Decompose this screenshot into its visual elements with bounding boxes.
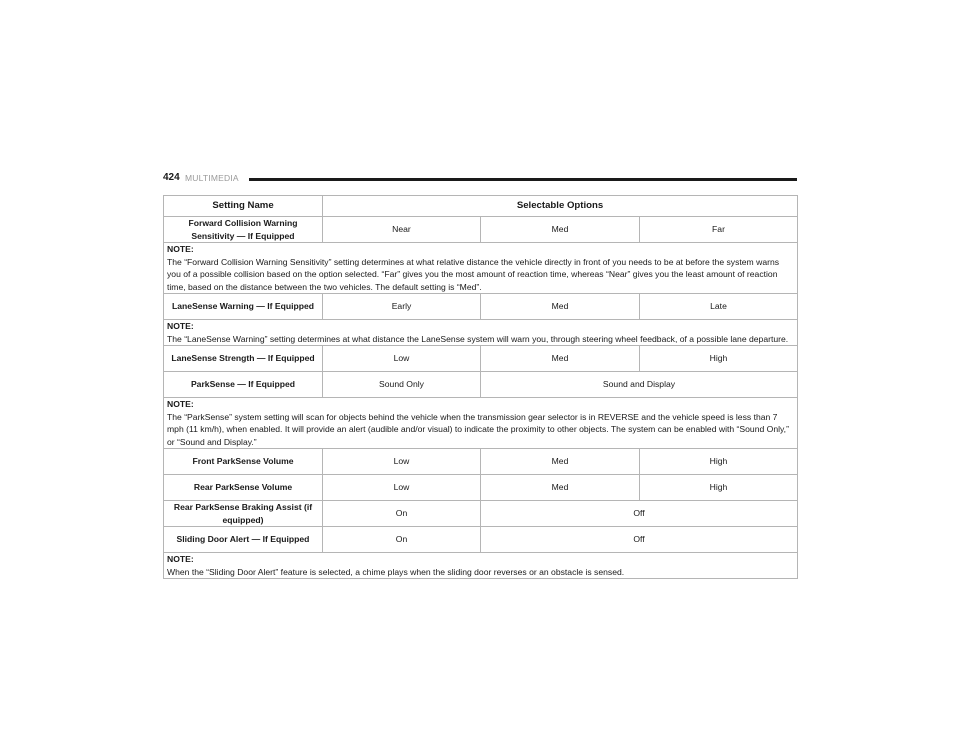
table-row xyxy=(164,449,798,475)
option-cell: Med xyxy=(481,294,640,320)
option-cell: Sound and Display xyxy=(481,372,798,398)
option-cell: Off xyxy=(481,501,798,527)
note-row xyxy=(164,243,798,294)
option-cell: Med xyxy=(481,449,640,475)
table-row xyxy=(164,527,798,553)
note-cell xyxy=(164,398,798,449)
section-title: MULTIMEDIA xyxy=(185,173,239,183)
option-cell: Early xyxy=(323,294,481,320)
option-cell: On xyxy=(323,501,481,527)
note-row xyxy=(164,398,798,449)
option-cell: Low xyxy=(323,346,481,372)
setting-name: Forward Collision Warning Sensitivity — If Equipped xyxy=(164,217,323,243)
note-text: The “ParkSense” system setting will scan for objects behind the vehicle when the transmission gear selector is in REVERSE and the vehicle speed is less than 7 mph (11 km/h), when enabled. It will provide an alert (audible and/or visual) to indicate the proximity to other objects. The system can be enabled with “Sound Only,” or “Sound and Display.” xyxy=(167,411,789,447)
table-row xyxy=(164,501,798,527)
note-cell xyxy=(164,553,798,579)
option-cell: Late xyxy=(640,294,798,320)
option-cell: Near xyxy=(323,217,481,243)
option-cell: High xyxy=(640,346,798,372)
table-row xyxy=(164,346,798,372)
table-row xyxy=(164,475,798,501)
note-text: The “LaneSense Warning” setting determines at what distance the LaneSense system will warn you, through steering wheel feedback, of a possible lane departure. xyxy=(167,333,789,344)
table-row xyxy=(164,372,798,398)
settings-table xyxy=(163,195,798,579)
page-number: 424 xyxy=(163,172,180,183)
note-row xyxy=(164,553,798,579)
option-cell: Med xyxy=(481,475,640,501)
table-row xyxy=(164,294,798,320)
option-cell: Sound Only xyxy=(323,372,481,398)
note-label: NOTE: xyxy=(167,399,194,409)
column-header-selectable-options: Selectable Options xyxy=(323,196,798,217)
option-cell: On xyxy=(323,527,481,553)
header-rule xyxy=(249,178,797,181)
note-label: NOTE: xyxy=(167,321,194,331)
setting-name: Rear ParkSense Volume xyxy=(164,475,323,501)
option-cell: Far xyxy=(640,217,798,243)
option-cell: Low xyxy=(323,449,481,475)
setting-name: Front ParkSense Volume xyxy=(164,449,323,475)
table-header-row xyxy=(164,196,798,217)
page-header xyxy=(163,172,797,186)
note-text: When the “Sliding Door Alert” feature is selected, a chime plays when the sliding door reverses or an obstacle is sensed. xyxy=(167,566,625,577)
table-row xyxy=(164,217,798,243)
setting-name: LaneSense Strength — If Equipped xyxy=(164,346,323,372)
option-cell: High xyxy=(640,475,798,501)
column-header-setting-name: Setting Name xyxy=(164,196,323,217)
note-cell xyxy=(164,320,798,346)
option-cell: Low xyxy=(323,475,481,501)
note-label: NOTE: xyxy=(167,554,194,564)
option-cell: High xyxy=(640,449,798,475)
setting-name: ParkSense — If Equipped xyxy=(164,372,323,398)
option-cell: Med xyxy=(481,217,640,243)
note-label: NOTE: xyxy=(167,244,194,254)
note-cell xyxy=(164,243,798,294)
note-row xyxy=(164,320,798,346)
option-cell: Off xyxy=(481,527,798,553)
setting-name: Sliding Door Alert — If Equipped xyxy=(164,527,323,553)
setting-name: LaneSense Warning — If Equipped xyxy=(164,294,323,320)
note-text: The “Forward Collision Warning Sensitivity” setting determines at what relative distance the vehicle directly in front of you needs to be at before the system warns you of a possible collision based on the option selected. “Far” gives you the most amount of reaction time, whereas “Near” gives you the least amount of reaction time, based on the distance between the two vehicles. The default setting is “Med”. xyxy=(167,256,780,292)
setting-name: Rear ParkSense Braking Assist (if equipped) xyxy=(164,501,323,527)
option-cell: Med xyxy=(481,346,640,372)
